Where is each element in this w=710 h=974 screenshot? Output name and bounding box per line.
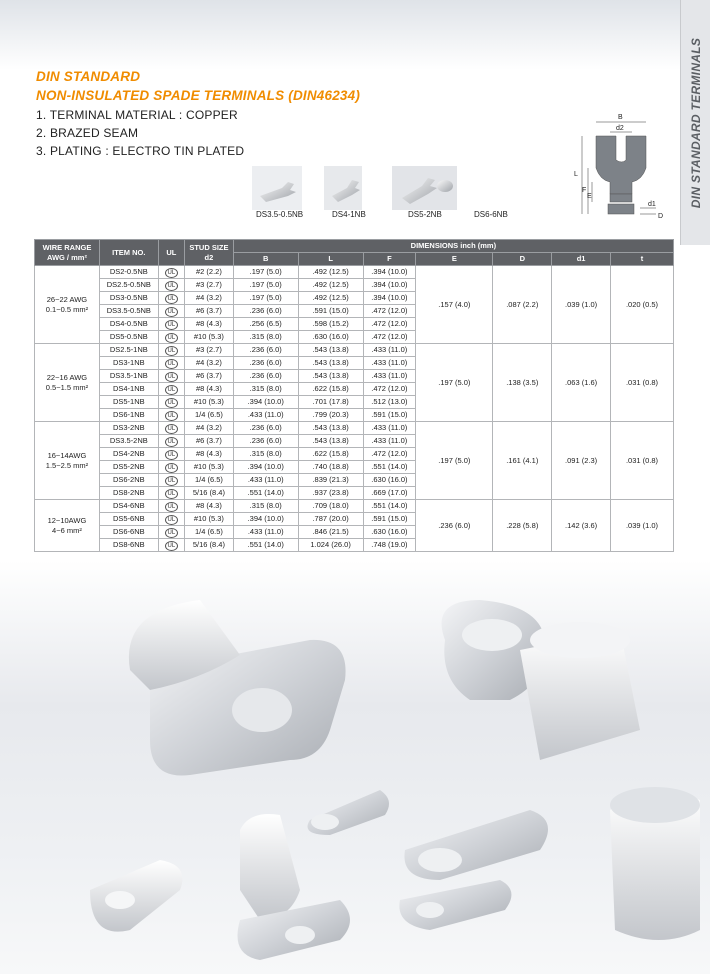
header-stud-size-sub: d2 (204, 252, 214, 262)
table-row (35, 500, 674, 513)
dim-d1-cell: .142 (3.6) (552, 500, 611, 552)
ul-certification-icon: UL (165, 476, 178, 486)
dim-l-cell: .492 (12.5) (298, 266, 363, 279)
dim-f-cell: .472 (12.0) (363, 383, 416, 396)
wire-range-cell (35, 266, 100, 344)
wire-range-awg: 22~16 AWG (46, 372, 88, 382)
dim-b-cell: .394 (10.0) (233, 461, 298, 474)
stud-size-cell: 5/16 (8.4) (185, 539, 234, 552)
ul-certification-icon: UL (165, 515, 178, 525)
dim-f-cell: .394 (10.0) (363, 266, 416, 279)
diagram-label-e: E (587, 193, 592, 200)
dim-f-cell: .472 (12.0) (363, 331, 416, 344)
ul-cell (158, 344, 184, 357)
ul-certification-icon: UL (165, 320, 178, 330)
dim-l-cell: 1.024 (26.0) (298, 539, 363, 552)
dim-b-cell: .394 (10.0) (233, 513, 298, 526)
item-no-cell: DS6-1NB (99, 409, 158, 422)
wire-range-cell (35, 344, 100, 422)
dim-f-cell: .433 (11.0) (363, 357, 416, 370)
stud-size-cell: #4 (3.2) (185, 357, 234, 370)
dim-f-cell: .472 (12.0) (363, 305, 416, 318)
stud-size-cell: #10 (5.3) (185, 461, 234, 474)
item-no-cell: DS5-6NB (99, 513, 158, 526)
dim-f-cell: .591 (15.0) (363, 513, 416, 526)
header-col-d1: d1 (552, 253, 611, 266)
ul-certification-icon: UL (165, 281, 178, 291)
stud-size-cell: #2 (2.2) (185, 266, 234, 279)
ul-cell (158, 539, 184, 552)
diagram-label-b: B (618, 114, 623, 121)
dim-b-cell: .256 (6.5) (233, 318, 298, 331)
dim-b-cell: .315 (8.0) (233, 500, 298, 513)
dim-b-cell: .433 (11.0) (233, 526, 298, 539)
dim-l-cell: .543 (13.8) (298, 435, 363, 448)
ul-certification-icon: UL (165, 541, 178, 551)
dim-f-cell: .669 (17.0) (363, 487, 416, 500)
header-col-l: L (298, 253, 363, 266)
ul-cell (158, 422, 184, 435)
item-no-cell: DS3.5-1NB (99, 370, 158, 383)
small-ring-terminals (90, 790, 548, 960)
spec-plating: 3. PLATING : ELECTRO TIN PLATED (36, 144, 245, 158)
dim-b-cell: .236 (6.0) (233, 344, 298, 357)
dim-f-cell: .433 (11.0) (363, 370, 416, 383)
ul-cell (158, 318, 184, 331)
diagram-label-l: L (574, 171, 578, 178)
dim-f-cell: .551 (14.0) (363, 461, 416, 474)
dim-f-cell: .591 (15.0) (363, 409, 416, 422)
dim-f-cell: .394 (10.0) (363, 279, 416, 292)
item-no-cell: DS4-6NB (99, 500, 158, 513)
photo-label-1: DS3.5-0.5NB (256, 210, 304, 219)
wire-range-cell (35, 500, 100, 552)
dim-b-cell: .236 (6.0) (233, 357, 298, 370)
ul-certification-icon: UL (165, 450, 178, 460)
stud-size-cell: #4 (3.2) (185, 422, 234, 435)
ul-certification-icon: UL (165, 502, 178, 512)
dim-f-cell: .512 (13.0) (363, 396, 416, 409)
barrel-terminal-right (610, 787, 700, 940)
photo-label-3: DS5-2NB (408, 210, 442, 219)
dim-f-cell: .748 (19.0) (363, 539, 416, 552)
item-no-cell: DS2.5-1NB (99, 344, 158, 357)
wire-range-mm: 0.5~1.5 mm² (45, 382, 89, 392)
item-no-cell: DS3-0.5NB (99, 292, 158, 305)
ul-cell (158, 513, 184, 526)
dim-b-cell: .551 (14.0) (233, 539, 298, 552)
ul-cell (158, 357, 184, 370)
large-ring-terminal-left (129, 600, 346, 776)
dim-d1-cell: .039 (1.0) (552, 266, 611, 344)
dim-b-cell: .315 (8.0) (233, 448, 298, 461)
dim-d1-cell: .063 (1.6) (552, 344, 611, 422)
spec-seam: 2. BRAZED SEAM (36, 126, 139, 140)
dim-f-cell: .630 (16.0) (363, 526, 416, 539)
stud-size-cell: #8 (4.3) (185, 318, 234, 331)
wire-range-mm: 1.5~2.5 mm² (45, 460, 89, 470)
dim-f-cell: .433 (11.0) (363, 344, 416, 357)
dim-e-cell: .197 (5.0) (416, 344, 493, 422)
dim-l-cell: .709 (18.0) (298, 500, 363, 513)
ul-certification-icon: UL (165, 385, 178, 395)
dim-f-cell: .472 (12.0) (363, 318, 416, 331)
dim-l-cell: .492 (12.5) (298, 279, 363, 292)
top-background (0, 0, 710, 70)
dim-l-cell: .598 (15.2) (298, 318, 363, 331)
header-col-d: D (493, 253, 552, 266)
dim-t-cell: .031 (0.8) (611, 344, 674, 422)
wire-range-mm: 0.1~0.5 mm² (45, 304, 89, 314)
stud-size-cell: #6 (3.7) (185, 305, 234, 318)
spec-material: 1. TERMINAL MATERIAL : COPPER (36, 108, 238, 122)
side-tab-label: DIN STANDARD TERMINALS (689, 37, 703, 208)
stud-size-cell: #4 (3.2) (185, 292, 234, 305)
photo-label-4: DS6-6NB (474, 210, 508, 219)
dim-b-cell: .197 (5.0) (233, 279, 298, 292)
ul-cell (158, 292, 184, 305)
stud-size-cell: 5/16 (8.4) (185, 487, 234, 500)
dim-d-cell: .138 (3.5) (493, 344, 552, 422)
ul-certification-icon: UL (165, 528, 178, 538)
wire-range-awg: 16~14AWG (47, 450, 87, 460)
header-wire-range-label: WIRE RANGE (42, 242, 92, 252)
dim-e-cell: .236 (6.0) (416, 500, 493, 552)
stud-size-cell: #10 (5.3) (185, 331, 234, 344)
heading-din-standard: DIN STANDARD (36, 69, 141, 84)
specification-table-body (35, 266, 674, 552)
item-no-cell: DS6-6NB (99, 526, 158, 539)
item-no-cell: DS3-2NB (99, 422, 158, 435)
item-no-cell: DS5-1NB (99, 396, 158, 409)
dim-l-cell: .622 (15.8) (298, 448, 363, 461)
item-no-cell: DS5-0.5NB (99, 331, 158, 344)
ul-cell (158, 526, 184, 539)
dim-b-cell: .433 (11.0) (233, 409, 298, 422)
ul-cell (158, 383, 184, 396)
ul-certification-icon: UL (165, 411, 178, 421)
ul-cell (158, 266, 184, 279)
wire-range-awg: 26~22 AWG (46, 294, 88, 304)
wire-range-mm: 4~6 mm² (52, 525, 82, 535)
dim-b-cell: .551 (14.0) (233, 487, 298, 500)
ul-cell (158, 448, 184, 461)
spade-dimension-diagram (560, 108, 672, 230)
dim-e-cell: .197 (5.0) (416, 422, 493, 500)
ring-terminals-photo (0, 560, 710, 974)
ul-cell (158, 461, 184, 474)
diagram-label-d: D (658, 213, 664, 220)
stud-size-cell: #3 (2.7) (185, 344, 234, 357)
ul-cell (158, 487, 184, 500)
header-col-t: t (611, 253, 674, 266)
dim-f-cell: .472 (12.0) (363, 448, 416, 461)
stud-size-cell: #6 (3.7) (185, 370, 234, 383)
ul-cell (158, 435, 184, 448)
dim-f-cell: .551 (14.0) (363, 500, 416, 513)
dim-t-cell: .039 (1.0) (611, 500, 674, 552)
header-item-no: ITEM NO. (99, 240, 158, 266)
header-col-b: B (233, 253, 298, 266)
dim-l-cell: .543 (13.8) (298, 344, 363, 357)
dim-b-cell: .236 (6.0) (233, 370, 298, 383)
ul-certification-icon: UL (165, 307, 178, 317)
stud-size-cell: #10 (5.3) (185, 396, 234, 409)
stud-size-cell: #8 (4.3) (185, 383, 234, 396)
item-no-cell: DS8-2NB (99, 487, 158, 500)
dim-b-cell: .236 (6.0) (233, 305, 298, 318)
dim-l-cell: .740 (18.8) (298, 461, 363, 474)
dim-b-cell: .315 (8.0) (233, 331, 298, 344)
dim-l-cell: .787 (20.0) (298, 513, 363, 526)
item-no-cell: DS2.5-0.5NB (99, 279, 158, 292)
dim-t-cell: .020 (0.5) (611, 266, 674, 344)
stud-size-cell: #6 (3.7) (185, 435, 234, 448)
dim-b-cell: .236 (6.0) (233, 422, 298, 435)
item-no-cell: DS4-1NB (99, 383, 158, 396)
header-wire-range (35, 240, 100, 266)
ul-certification-icon: UL (165, 463, 178, 473)
dim-l-cell: .543 (13.8) (298, 370, 363, 383)
spade-terminal-thumbnails (252, 166, 457, 210)
dim-l-cell: .630 (16.0) (298, 331, 363, 344)
dim-l-cell: .543 (13.8) (298, 422, 363, 435)
ul-certification-icon: UL (165, 372, 178, 382)
dim-l-cell: .701 (17.8) (298, 396, 363, 409)
stud-size-cell: #8 (4.3) (185, 448, 234, 461)
thumbnail-ds4-1nb (324, 166, 362, 210)
ul-certification-icon: UL (165, 294, 178, 304)
ul-certification-icon: UL (165, 489, 178, 499)
stud-size-cell: 1/4 (6.5) (185, 409, 234, 422)
stud-size-cell: #3 (2.7) (185, 279, 234, 292)
ul-certification-icon: UL (165, 346, 178, 356)
header-col-e: E (416, 253, 493, 266)
header-dimensions: DIMENSIONS inch (mm) (233, 240, 673, 253)
ul-cell (158, 305, 184, 318)
table-row (35, 266, 674, 279)
dim-d-cell: .087 (2.2) (493, 266, 552, 344)
item-no-cell: DS4-2NB (99, 448, 158, 461)
ul-cell (158, 279, 184, 292)
header-stud-size-label: STUD SIZE (189, 242, 229, 252)
side-tab (680, 0, 710, 245)
diagram-label-f: F (582, 187, 587, 194)
dim-l-cell: .799 (20.3) (298, 409, 363, 422)
item-no-cell: DS3-1NB (99, 357, 158, 370)
dim-d-cell: .161 (4.1) (493, 422, 552, 500)
dim-f-cell: .433 (11.0) (363, 435, 416, 448)
header-ul: UL (158, 240, 184, 266)
item-no-cell: DS8-6NB (99, 539, 158, 552)
dim-f-cell: .394 (10.0) (363, 292, 416, 305)
specification-table (34, 239, 674, 552)
ul-certification-icon: UL (165, 359, 178, 369)
dim-l-cell: .622 (15.8) (298, 383, 363, 396)
ul-cell (158, 474, 184, 487)
header-col-f: F (363, 253, 416, 266)
dim-b-cell: .315 (8.0) (233, 383, 298, 396)
dim-d1-cell: .091 (2.3) (552, 422, 611, 500)
table-row (35, 422, 674, 435)
item-no-cell: DS4-0.5NB (99, 318, 158, 331)
dim-l-cell: .543 (13.8) (298, 357, 363, 370)
stud-size-cell: 1/4 (6.5) (185, 474, 234, 487)
dim-e-cell: .157 (4.0) (416, 266, 493, 344)
dim-b-cell: .197 (5.0) (233, 266, 298, 279)
heading-product-title: NON-INSULATED SPADE TERMINALS (DIN46234) (36, 88, 361, 103)
header-wire-range-unit: AWG / mm² (46, 252, 87, 262)
item-no-cell: DS3.5-0.5NB (99, 305, 158, 318)
diagram-label-d2: d2 (616, 125, 624, 132)
dim-b-cell: .394 (10.0) (233, 396, 298, 409)
dim-l-cell: .492 (12.5) (298, 292, 363, 305)
wire-range-cell (35, 422, 100, 500)
ul-cell (158, 331, 184, 344)
ul-cell (158, 409, 184, 422)
ul-cell (158, 370, 184, 383)
header-stud-size (185, 240, 234, 266)
dim-f-cell: .630 (16.0) (363, 474, 416, 487)
stud-size-cell: #10 (5.3) (185, 513, 234, 526)
dim-t-cell: .031 (0.8) (611, 422, 674, 500)
ul-certification-icon: UL (165, 333, 178, 343)
dim-l-cell: .591 (15.0) (298, 305, 363, 318)
ul-cell (158, 500, 184, 513)
dim-b-cell: .197 (5.0) (233, 292, 298, 305)
thumbnail-ds3.5-0.5nb (252, 166, 302, 210)
dim-l-cell: .846 (21.5) (298, 526, 363, 539)
dim-d-cell: .228 (5.8) (493, 500, 552, 552)
dim-l-cell: .937 (23.8) (298, 487, 363, 500)
table-row (35, 344, 674, 357)
dim-l-cell: .839 (21.3) (298, 474, 363, 487)
item-no-cell: DS5-2NB (99, 461, 158, 474)
photo-label-2: DS4-1NB (332, 210, 366, 219)
ul-certification-icon: UL (165, 437, 178, 447)
ul-certification-icon: UL (165, 268, 178, 278)
large-ring-terminal-right (442, 600, 640, 760)
stud-size-cell: #8 (4.3) (185, 500, 234, 513)
ul-certification-icon: UL (165, 398, 178, 408)
wire-range-awg: 12~10AWG (47, 515, 87, 525)
ul-cell (158, 396, 184, 409)
diagram-label-d1: d1 (648, 201, 656, 208)
item-no-cell: DS6-2NB (99, 474, 158, 487)
ul-certification-icon: UL (165, 424, 178, 434)
dim-f-cell: .433 (11.0) (363, 422, 416, 435)
stud-size-cell: 1/4 (6.5) (185, 526, 234, 539)
item-no-cell: DS3.5-2NB (99, 435, 158, 448)
item-no-cell: DS2-0.5NB (99, 266, 158, 279)
dim-b-cell: .236 (6.0) (233, 435, 298, 448)
dim-b-cell: .433 (11.0) (233, 474, 298, 487)
